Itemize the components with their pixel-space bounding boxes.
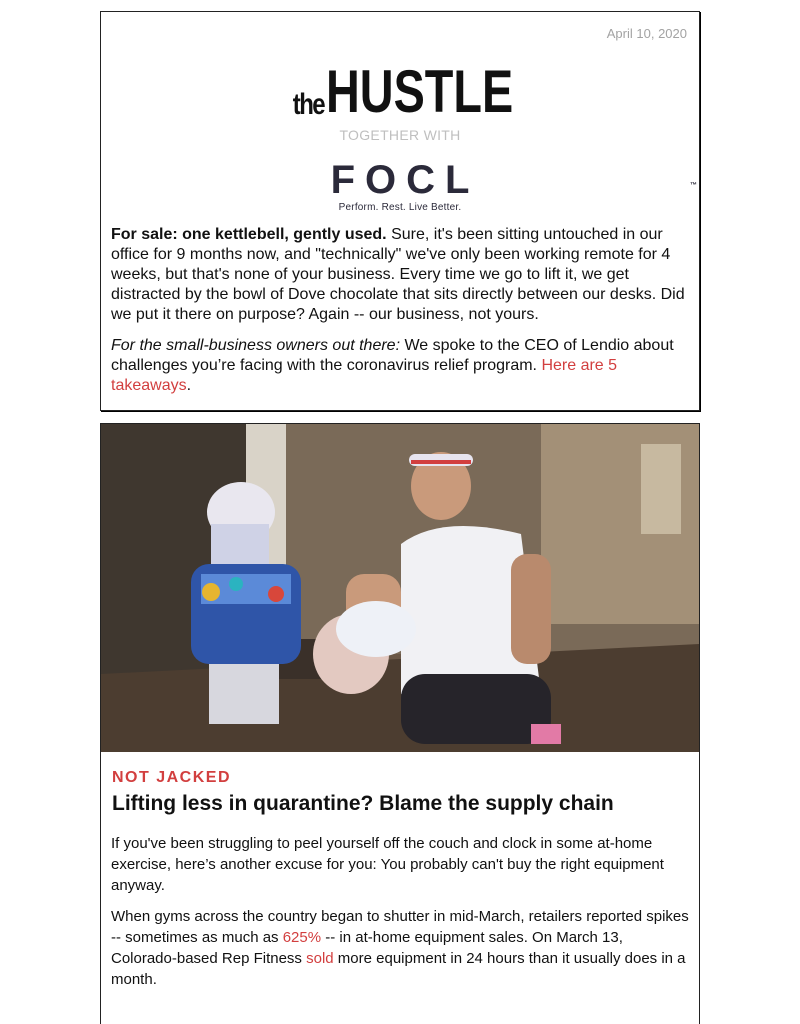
story-paragraph-1: If you've been struggling to peel yourself off the couch and clock in some at-home exercise, here’s another excuse for you: You probably can't buy the right equipment anyway.	[111, 835, 664, 894]
story-headline[interactable]: Lifting less in quarantine? Blame the supply chain	[112, 792, 614, 815]
trademark-mark: ™	[690, 182, 697, 189]
sales-spike-link[interactable]: 625%	[282, 929, 322, 946]
intro-p2-body: We spoke to the CEO of Lendio about challenges you’re facing with the coronavirus relief program.	[111, 337, 674, 374]
intro-text	[111, 225, 689, 407]
rep-fitness-sold-link[interactable]: sold	[306, 950, 334, 967]
story-paragraph-2	[111, 906, 689, 990]
together-with-label: TOGETHER WITH	[339, 127, 461, 143]
story-p2-part-b: -- in at-home equipment sales. On March 13, Colorado-based Rep Fitness	[111, 929, 623, 967]
sponsor-logo[interactable]	[101, 158, 699, 213]
logo-hustle-text: HUSTLE	[325, 58, 513, 125]
story-p2-part-c: more equipment in 24 hours than it usually does in a month.	[111, 950, 686, 988]
the-hustle-logo[interactable]	[101, 58, 699, 125]
intro-lead-bold: For sale: one kettlebell, gently used.	[111, 226, 387, 243]
takeaways-link[interactable]: Here are 5 takeaways	[111, 357, 618, 394]
intro-p2-end: .	[186, 377, 192, 394]
logo-the-text: the	[292, 88, 324, 121]
intro-p2-italic: For the small-business owners out there:	[111, 337, 401, 354]
intro-paragraph-2	[111, 336, 689, 396]
sponsor-tagline: Perform. Rest. Live Better.	[338, 202, 462, 213]
issue-date: April 10, 2020	[606, 26, 687, 41]
story-p2-part-a: When gyms across the country began to shutter in mid-March, retailers reported spikes -- sometimes as much as	[111, 908, 689, 946]
sponsor-name-text: FOCL	[330, 158, 480, 202]
story-card	[100, 423, 700, 1024]
story-hero-image	[101, 424, 699, 752]
newsletter-header-card	[100, 11, 700, 411]
hero-illustration	[101, 424, 699, 752]
intro-p1-body: Sure, it's been sitting untouched in our office for 9 months now, and "technically" we've only been working remote for 4 weeks, but that's none of your business. Every time we go to lift it, we get distracted by the bowl of Dove chocolate that sits directly between our desks. Did we put it there on purpose? Again -- our business, not yours.	[111, 226, 685, 323]
story-body	[111, 833, 689, 1000]
intro-paragraph-1	[111, 225, 689, 325]
story-category-tag: NOT JACKED	[112, 769, 232, 786]
sponsor-name	[101, 158, 699, 202]
